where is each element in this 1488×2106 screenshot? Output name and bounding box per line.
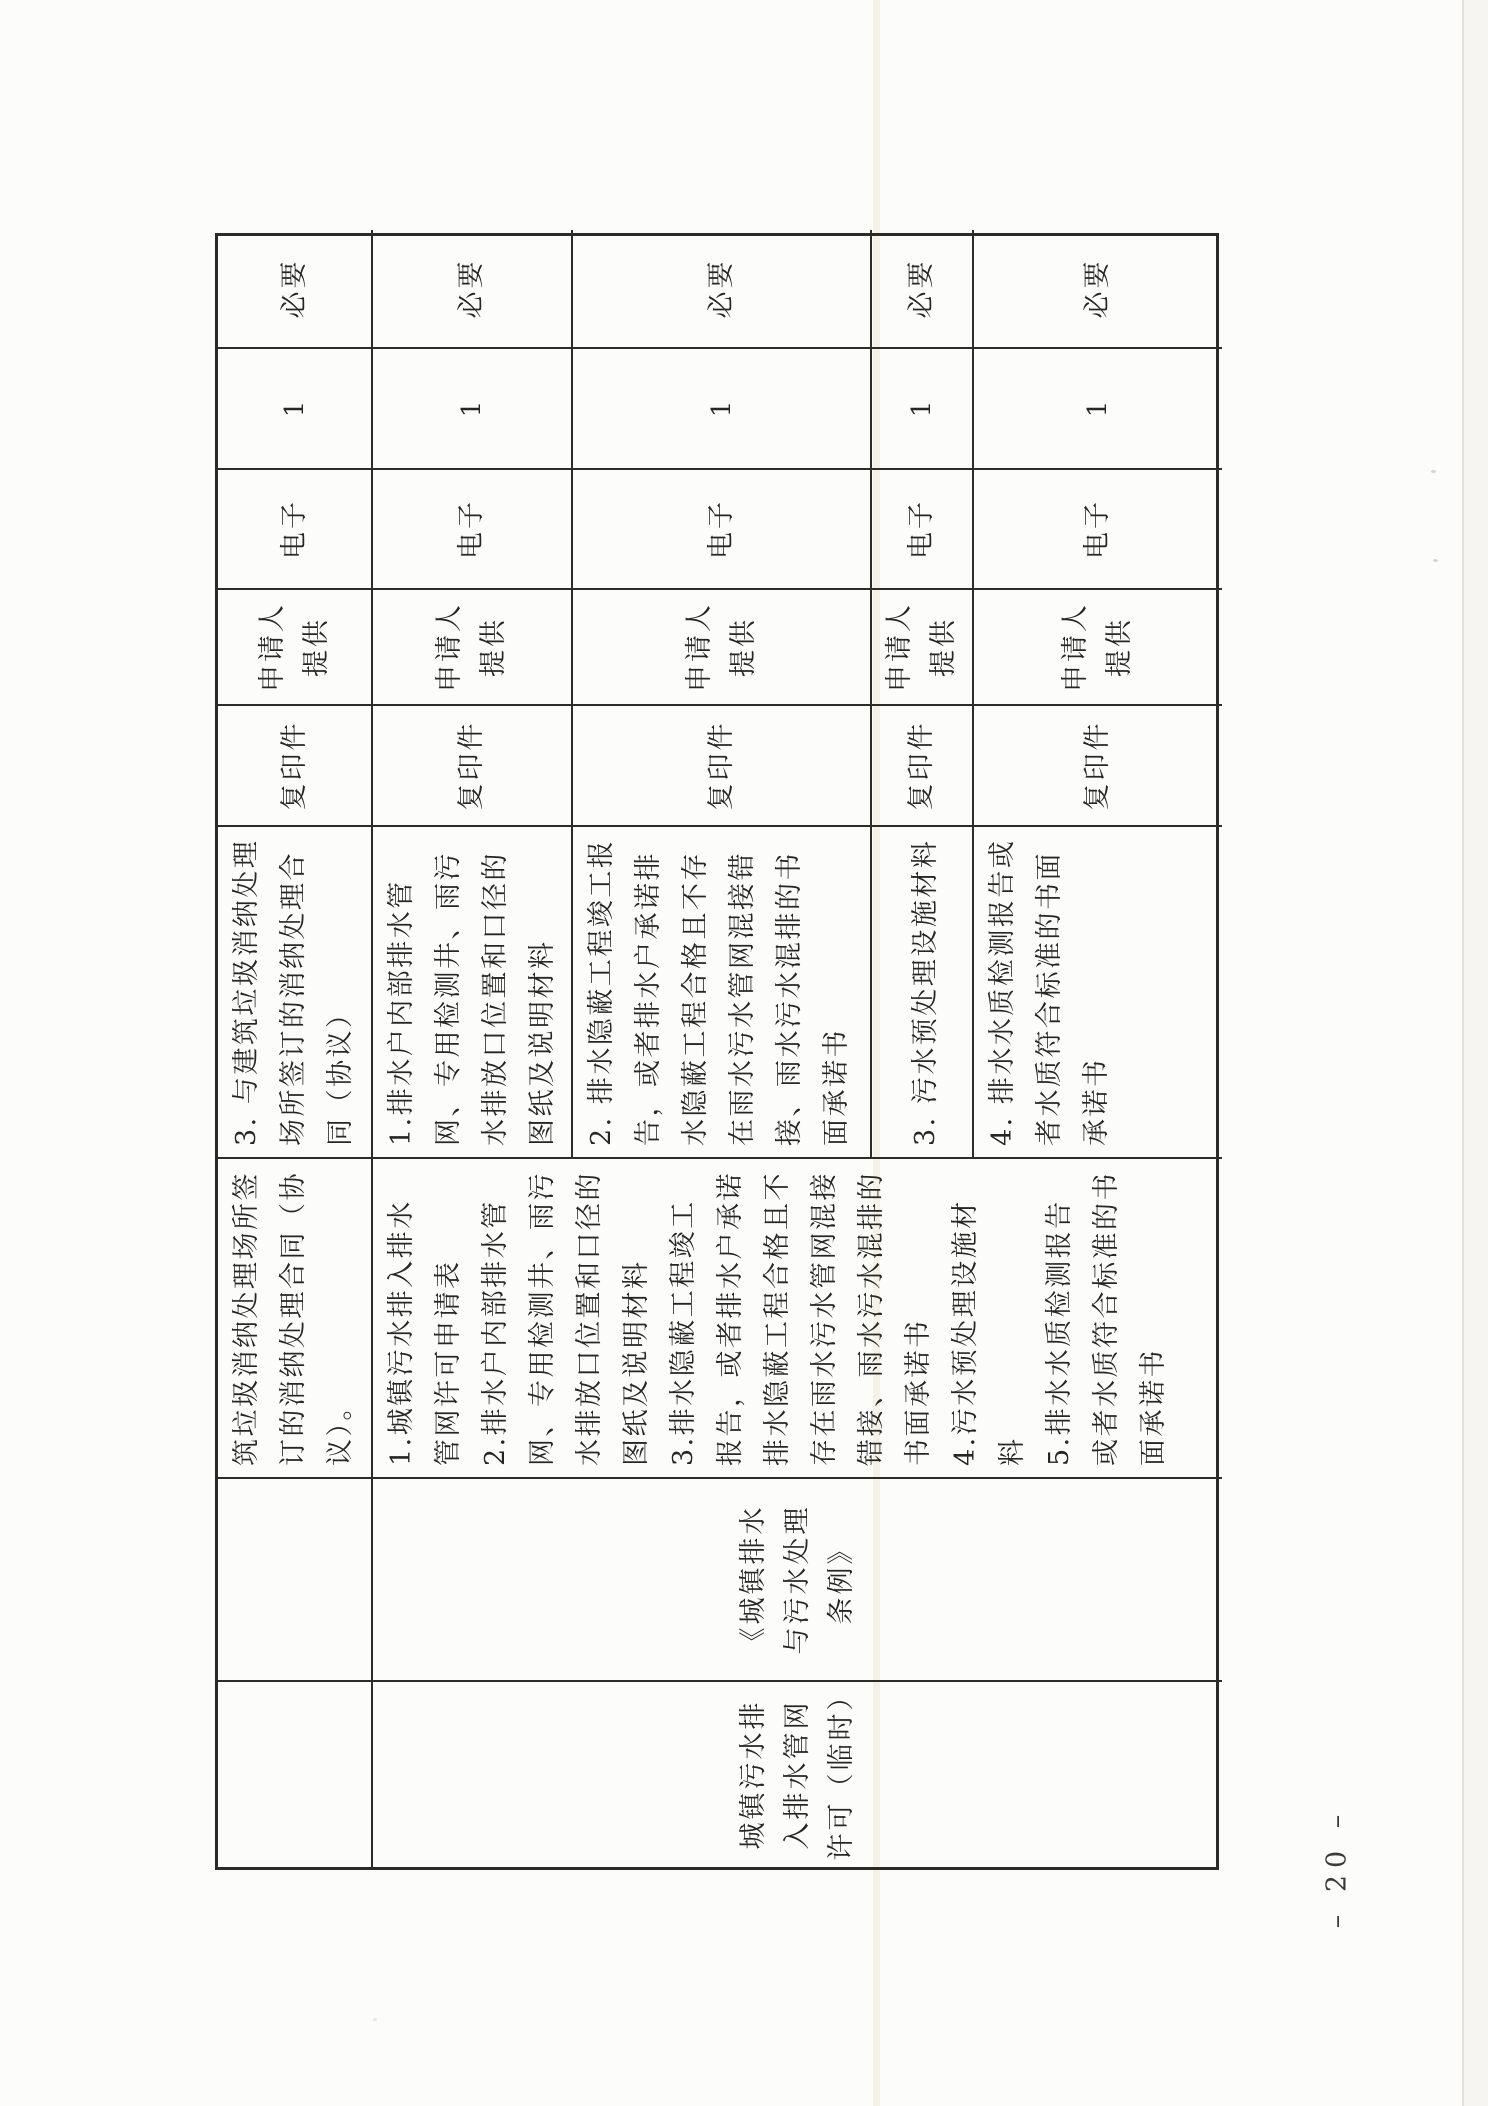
material-name-cell: 3. 与建筑垃圾消纳处理场所签订的消纳处理合同（协议） [218,825,373,1157]
scan-speck [373,2018,377,2021]
material-source-text: 申请人提供 [256,602,332,692]
copies-count-cell: 1 [974,347,1222,468]
material-source-text: 申请人提供 [884,602,959,692]
material-source-text: 申请人提供 [683,602,759,692]
legal-basis-text: 《城镇排水与污水处理条例》 [737,1504,857,1655]
scan-speck [1433,559,1438,562]
material-medium-cell: 电子 [218,468,373,588]
material-name-cell: 1.排水户内部排水管网、专用检测井、雨污水排放口位置和口径的图纸及说明材料 [373,825,573,1157]
material-name-cell: 4. 排水水质检测报告或者水质符合标准的书面承诺书 [974,825,1222,1157]
material-form-cell: 复印件 [974,704,1222,825]
material-form-cell: 复印件 [872,704,974,825]
page-number: – 20 – [1321,1807,1353,1929]
material-source-cell [218,588,373,704]
copies-count-cell: 1 [218,347,373,468]
necessity-cell: 必要 [573,230,872,347]
material-medium-cell: 电子 [373,468,573,588]
item-name-text: 城镇污水排入排水管网许可（临时） [737,1680,857,1861]
legal-basis-cell [373,1477,1222,1680]
material-name-cell: 3. 污水预处理设施材料 [872,825,974,1157]
material-form-cell: 复印件 [373,704,573,825]
materials-table [215,233,1219,1870]
materials-catalog-cell: 1.城镇污水排入排水管网许可申请表 2.排水户内部排水管网、专用检测井、雨污水排放口位置和口径的图纸及说明材料 3.排水隐蔽工程竣工报告，或者排水户承诺排水隐蔽工程合格且不存在雨水污水管网混接错接、雨水污水混排的书面承诺书 4.污水预处理设施材料 5.排水水质检测报告或者水质符合标准的书面承诺书 [373,1157,1222,1477]
catalog-continuation-cell: 筑垃圾消纳处理场所签订的消纳处理合同（协议）。 [218,1157,373,1477]
necessity-cell: 必要 [872,230,974,347]
empty-item-name-cell [218,1680,373,1867]
material-source-cell [373,588,573,704]
material-medium-cell: 电子 [573,468,872,588]
material-source-text: 申请人提供 [1060,602,1135,692]
material-form-cell: 复印件 [218,704,373,825]
material-form-cell: 复印件 [573,704,872,825]
necessity-cell: 必要 [218,230,373,347]
item-name-cell [373,1680,1222,1867]
material-source-cell [573,588,872,704]
paper-edge-line [1462,0,1464,2106]
rotated-table-sheet [215,233,1219,1870]
material-source-text: 申请人提供 [434,602,509,692]
scan-speck [1431,470,1436,473]
copies-count-cell: 1 [872,347,974,468]
material-source-cell [872,588,974,704]
necessity-cell: 必要 [373,230,573,347]
material-source-cell [974,588,1222,704]
material-medium-cell: 电子 [872,468,974,588]
copies-count-cell: 1 [573,347,872,468]
material-name-cell: 2. 排水隐蔽工程竣工报告，或者排水户承诺排水隐蔽工程合格且不存在雨水污水管网混接错接、雨水污水混排的书面承诺书 [573,825,872,1157]
paper-edge-shade [1464,0,1488,2106]
empty-legal-basis-cell [218,1477,373,1680]
material-medium-cell: 电子 [974,468,1222,588]
necessity-cell: 必要 [1082,258,1113,319]
copies-count-cell: 1 [373,347,573,468]
